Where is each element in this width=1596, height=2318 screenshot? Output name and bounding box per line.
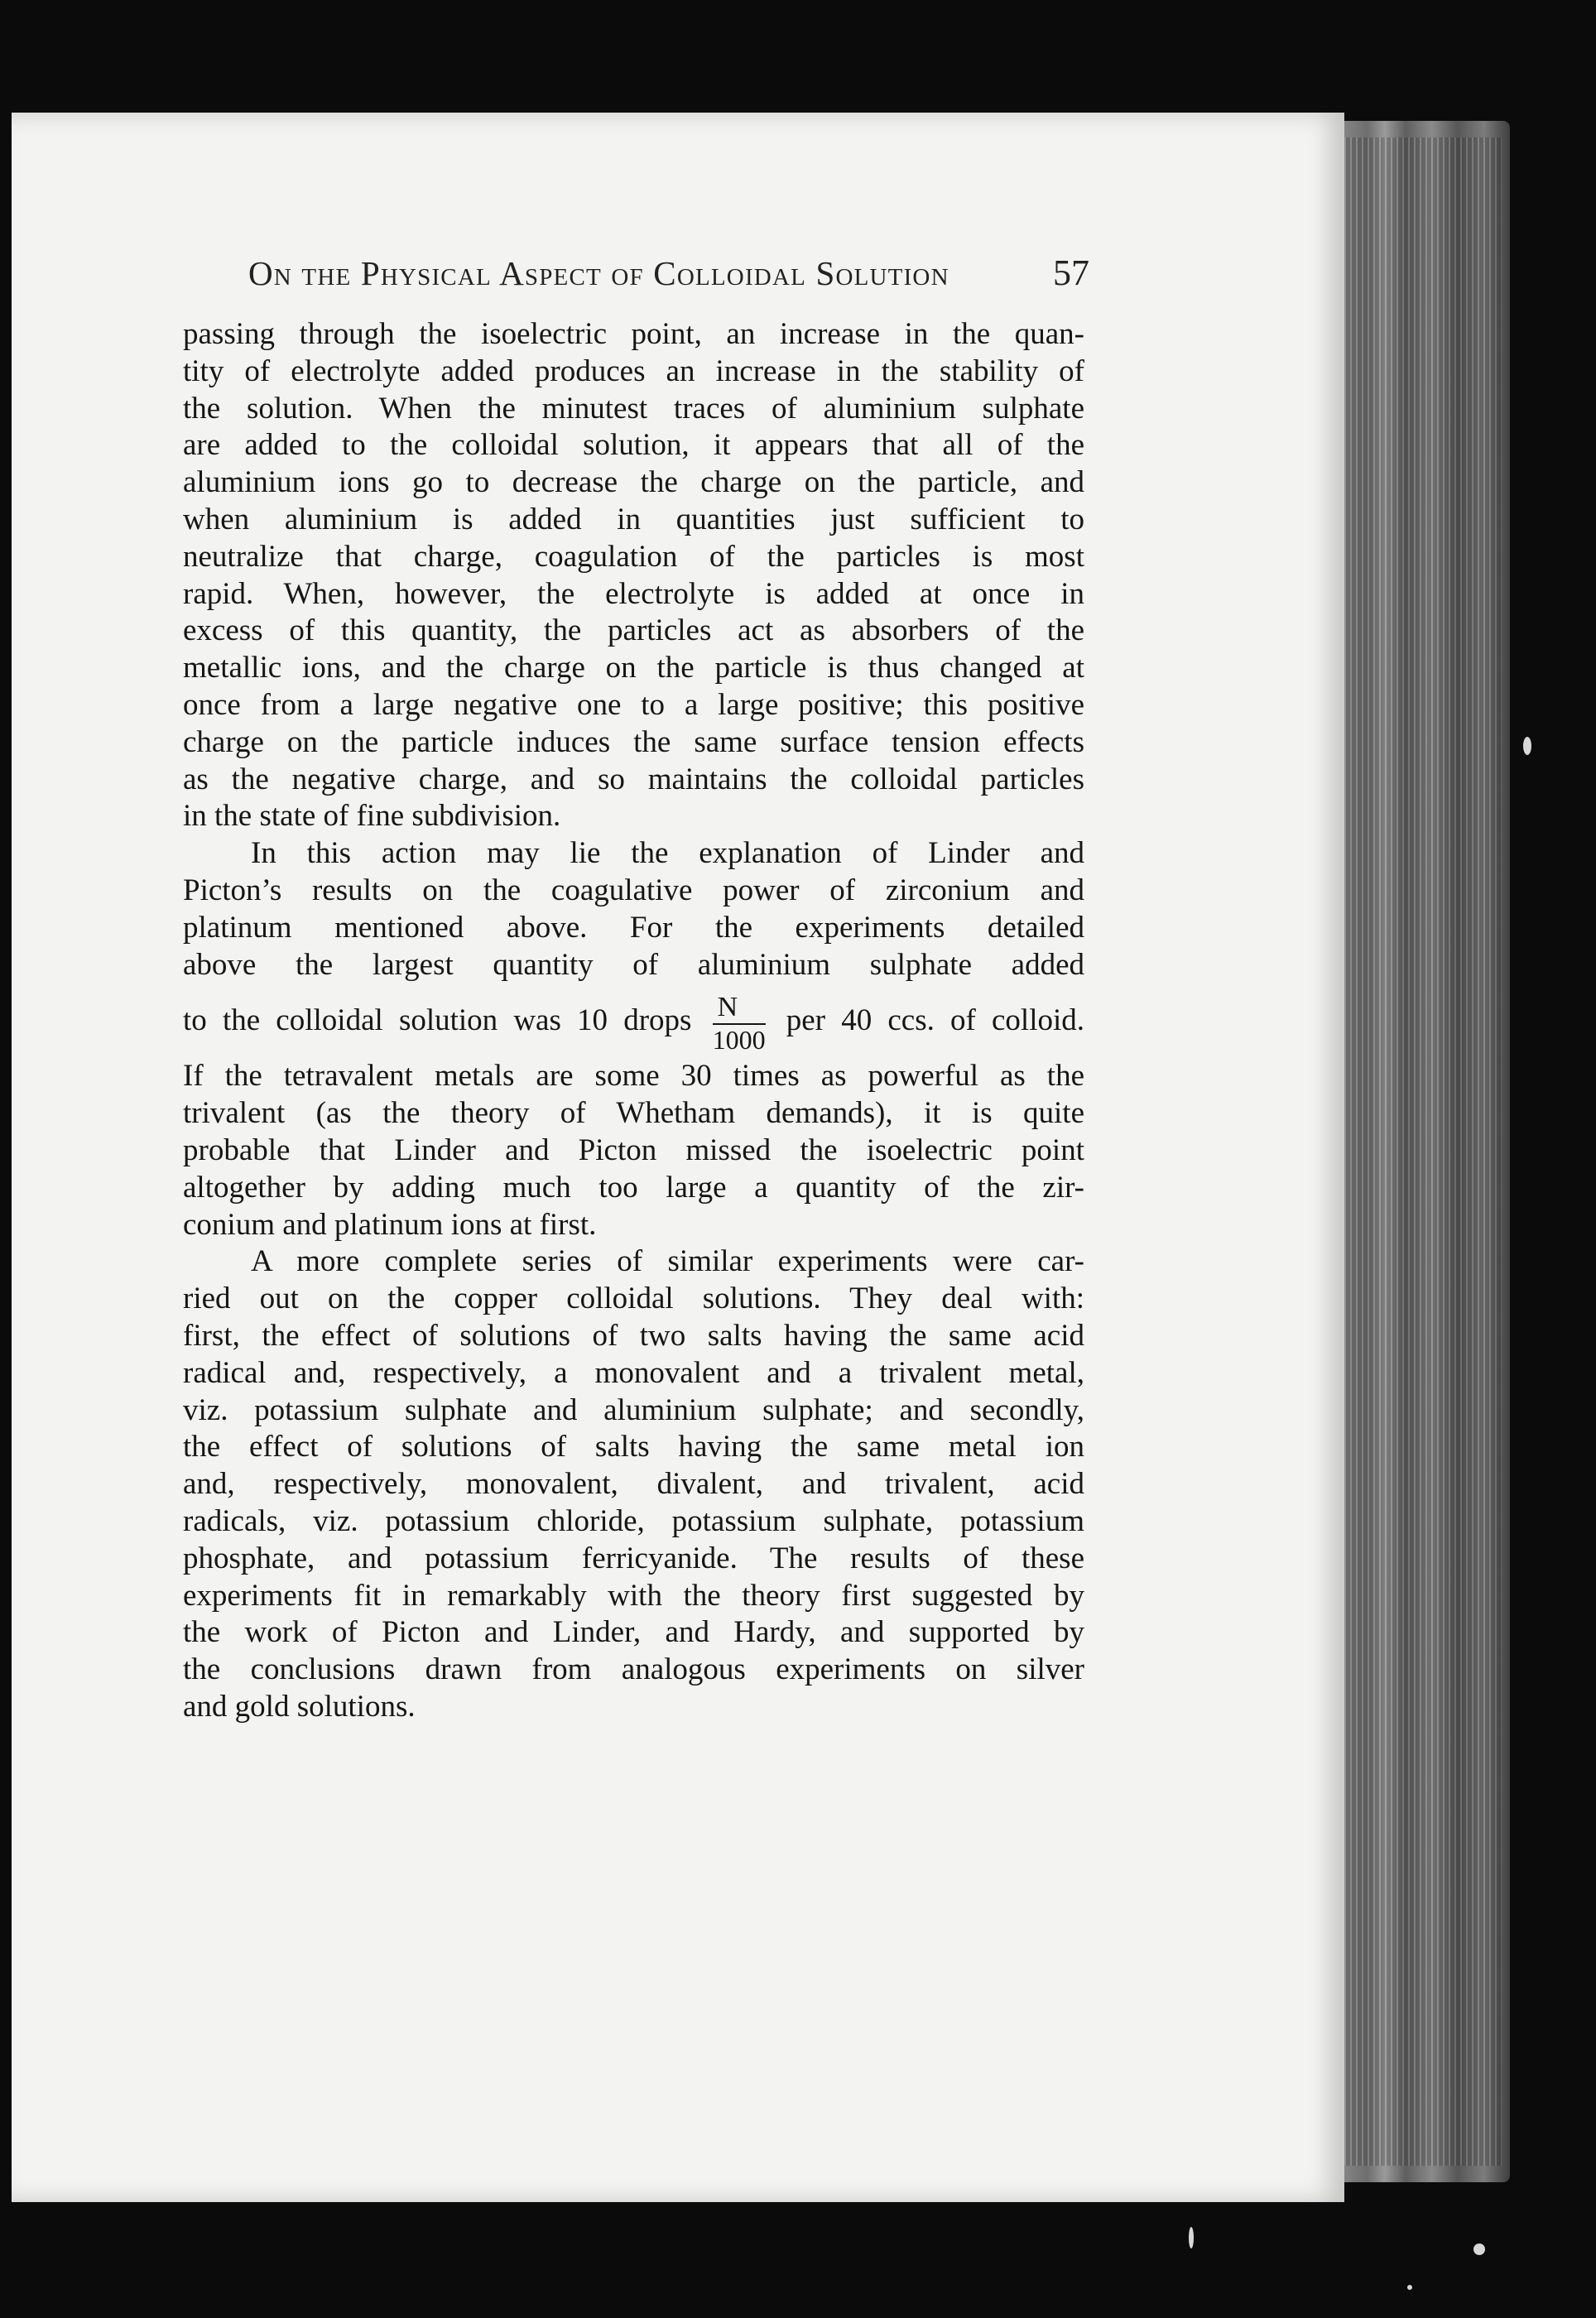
- paragraph-2: [183, 835, 1084, 1243]
- text-line: charge on the particle induces the same surface tension effects: [183, 724, 1084, 759]
- text-line: Picton’s results on the coagulative power of zirconium and: [183, 873, 1084, 907]
- fraction: [713, 993, 766, 1053]
- text-line: neutralize that charge, coagulation of the particles is most: [183, 539, 1084, 574]
- dust-speck: [1407, 2285, 1412, 2290]
- text-line: metallic ions, and the charge on the particle is thus changed at: [183, 651, 1084, 685]
- text-line: and gold solutions.: [183, 1689, 416, 1724]
- text-line: rapid. When, however, the electrolyte is added at once in: [183, 576, 1084, 611]
- running-head-title: On the Physical Aspect of Colloidal Solution: [248, 254, 949, 292]
- dust-speck: [1189, 2227, 1194, 2248]
- text-line: above the largest quantity of aluminium sulphate added: [183, 947, 1084, 982]
- text-line: once from a large negative one to a large positive; this positive: [183, 687, 1084, 722]
- text-line: phosphate, and potassium ferricyanide. The results of these: [183, 1541, 1084, 1575]
- text-line: ried out on the copper colloidal solutions. They deal with:: [183, 1282, 1084, 1316]
- text-line: the solution. When the minutest traces of aluminium sulphate: [183, 391, 1084, 426]
- text-line: the effect of solutions of salts having the same metal ion: [183, 1430, 1084, 1464]
- text-line: as the negative charge, and so maintains the colloidal particles: [183, 762, 1084, 796]
- text-line: tity of electrolyte added produces an increase in the stability of: [183, 353, 1084, 388]
- dust-speck: [1473, 2243, 1485, 2255]
- text-line: If the tetravalent metals are some 30 times as powerful as the: [183, 1059, 1084, 1094]
- text-line: probable that Linder and Picton missed the isoelectric point: [183, 1133, 1084, 1167]
- book-page: [12, 113, 1344, 2202]
- text-line: radicals, viz. potassium chloride, potassium sulphate, potassium: [183, 1503, 1084, 1538]
- text-line: viz. potassium sulphate and aluminium sulphate; and secondly,: [183, 1392, 1084, 1427]
- text-line: trivalent (as the theory of Whetham demands), it is quite: [183, 1096, 1084, 1131]
- fraction-line: [183, 983, 1084, 1058]
- page-edge-lines: [1344, 137, 1502, 2166]
- fraction-numerator: N: [713, 993, 766, 1025]
- text-line: experiments fit in remarkably with the theory first suggested by: [183, 1578, 1084, 1613]
- text-line: passing through the isoelectric point, an increase in the quan-: [183, 317, 1084, 351]
- text-line: conium and platinum ions at first.: [183, 1207, 597, 1242]
- text-line: the conclusions drawn from analogous experiments on silver: [183, 1652, 1084, 1687]
- paragraph-1: [183, 316, 1084, 835]
- fraction-line-after: per 40 ccs. of colloid.: [786, 1003, 1085, 1038]
- text-line: In this action may lie the explanation of Linder and: [251, 836, 1084, 871]
- fraction-line-before: to the colloidal solution was 10 drops: [183, 1003, 692, 1038]
- book-page-block: [12, 113, 1505, 2202]
- fraction-denominator: 1000: [712, 1024, 766, 1055]
- text-line: aluminium ions go to decrease the charge on the particle, and: [183, 465, 1084, 500]
- body-text: [183, 316, 1084, 1726]
- text-line: when aluminium is added in quantities just sufficient to: [183, 502, 1084, 536]
- text-line: and, respectively, monovalent, divalent, and trivalent, acid: [183, 1467, 1084, 1502]
- text-line: altogether by adding much too large a quantity of the zir-: [183, 1170, 1084, 1205]
- dust-speck: [1523, 737, 1531, 755]
- text-line: first, the effect of solutions of two salts having the same acid: [183, 1318, 1084, 1353]
- text-line: platinum mentioned above. For the experiments detailed: [183, 910, 1084, 945]
- text-line: radical and, respectively, a monovalent and a trivalent metal,: [183, 1355, 1084, 1390]
- running-head: [248, 253, 1089, 303]
- paragraph-3: [183, 1243, 1084, 1725]
- text-line: in the state of fine subdivision.: [183, 799, 561, 834]
- text-line: the work of Picton and Linder, and Hardy, and supported by: [183, 1615, 1084, 1650]
- page-number: 57: [1053, 252, 1089, 293]
- text-line: A more complete series of similar experiments were car-: [251, 1244, 1084, 1279]
- text-line: excess of this quantity, the particles act as absorbers of the: [183, 613, 1084, 648]
- text-line: are added to the colloidal solution, it appears that all of the: [183, 428, 1084, 463]
